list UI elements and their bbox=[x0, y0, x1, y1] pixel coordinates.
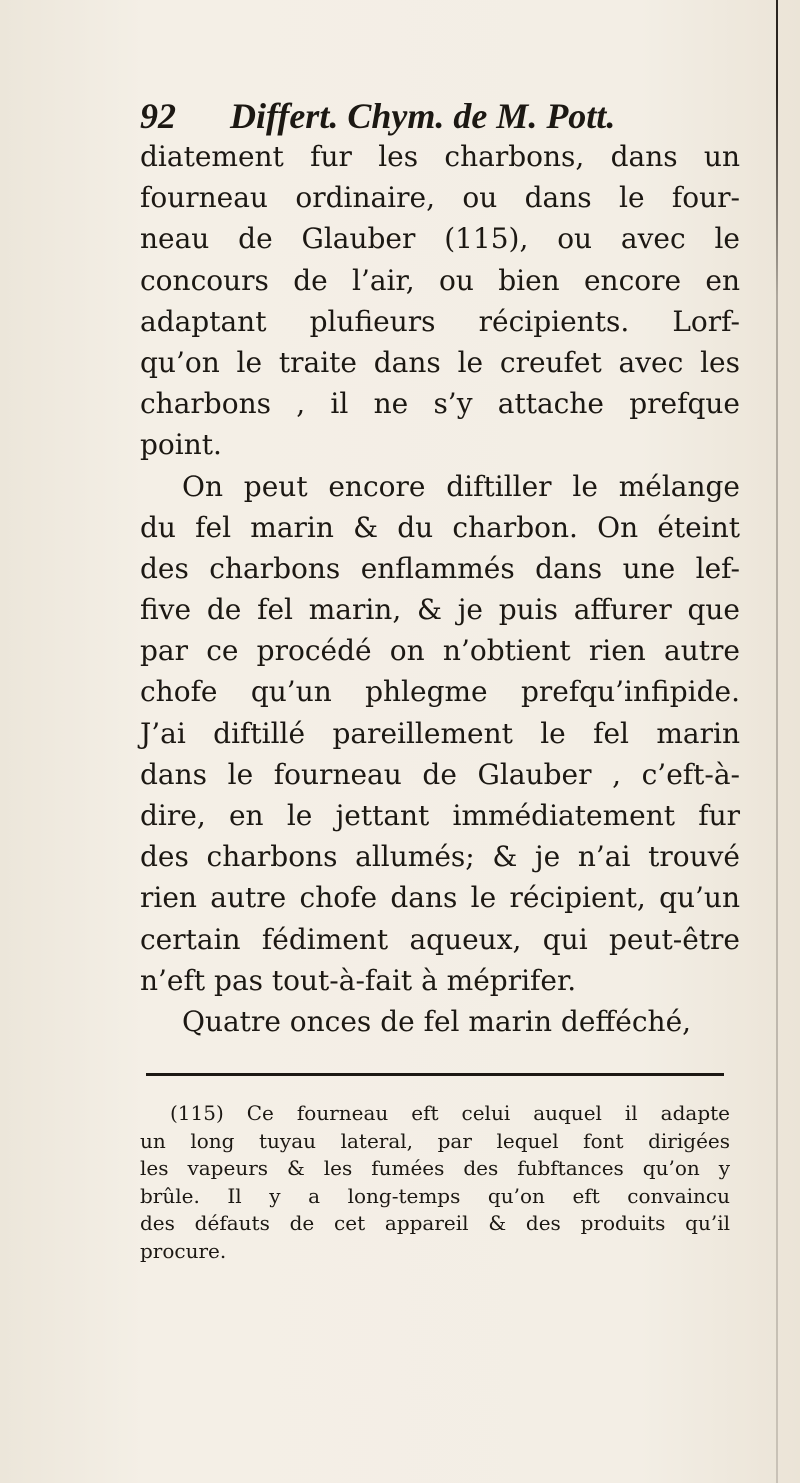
text-line: qu’on le traite dans le creufet avec les bbox=[140, 345, 740, 379]
page-edge-shadow bbox=[776, 0, 778, 1483]
paragraph-start-line: Quatre onces de fel marin defféché, bbox=[182, 1004, 692, 1038]
footnote-line: les vapeurs & les fumées des fubftances qu’on y bbox=[140, 1156, 730, 1180]
text-line: par ce procédé on n’obtient rien autre bbox=[140, 634, 740, 668]
text-line: neau de Glauber (115), ou avec le bbox=[140, 222, 740, 256]
main-text bbox=[140, 136, 740, 1042]
text-line: dans le fourneau de Glauber , c’eft-à- bbox=[140, 757, 740, 791]
text-line: fourneau ordinaire, ou dans le four- bbox=[140, 181, 740, 215]
text-line: point. bbox=[140, 428, 222, 462]
footnote-line: (115) Ce fourneau eft celui auquel il adapte bbox=[170, 1101, 730, 1125]
text-line: diatement fur les charbons, dans un bbox=[140, 140, 740, 173]
text-line: des charbons enflammés dans une lef- bbox=[140, 551, 740, 585]
page-number: 92 bbox=[140, 96, 176, 136]
running-header bbox=[140, 92, 740, 140]
text-line: rien autre chofe dans le récipient, qu’un bbox=[140, 881, 740, 915]
footnote-line: des défauts de cet appareil & des produits qu’il bbox=[140, 1211, 730, 1235]
footnote-line: brûle. Il y a long-temps qu’on eft convaincu bbox=[140, 1183, 730, 1208]
footnote-line: procure. bbox=[140, 1238, 227, 1263]
running-title: Differt. Chym. de M. Pott. bbox=[230, 96, 616, 136]
text-line: J’ai diftillé pareillement le fel marin bbox=[140, 716, 740, 750]
text-line: dire, en le jettant immédiatement fur bbox=[140, 799, 740, 832]
text-line: concours de l’air, ou bien encore en bbox=[140, 263, 740, 297]
text-line: chofe qu’un phlegme prefqu’infipide. bbox=[140, 675, 740, 709]
text-line: du fel marin & du charbon. On éteint bbox=[140, 510, 740, 544]
text-line: certain fédiment aqueux, qui peut-être bbox=[140, 922, 740, 956]
footnote-separator-rule bbox=[146, 1073, 724, 1076]
text-line: n’eft pas tout-à-fait à méprifer. bbox=[140, 963, 577, 997]
text-line: des charbons allumés; & je n’ai trouvé bbox=[140, 840, 740, 874]
paragraph-start-line: On peut encore diftiller le mélange bbox=[182, 469, 740, 503]
footnote-line: un long tuyau lateral, par lequel font dirigées bbox=[140, 1128, 730, 1153]
text-line: charbons , il ne s’y attache prefque bbox=[140, 387, 740, 421]
text-line: five de fel marin, & je puis affurer que bbox=[140, 593, 740, 627]
text-line: adaptant plufieurs récipients. Lorf- bbox=[140, 304, 740, 338]
footnote bbox=[140, 1100, 730, 1265]
